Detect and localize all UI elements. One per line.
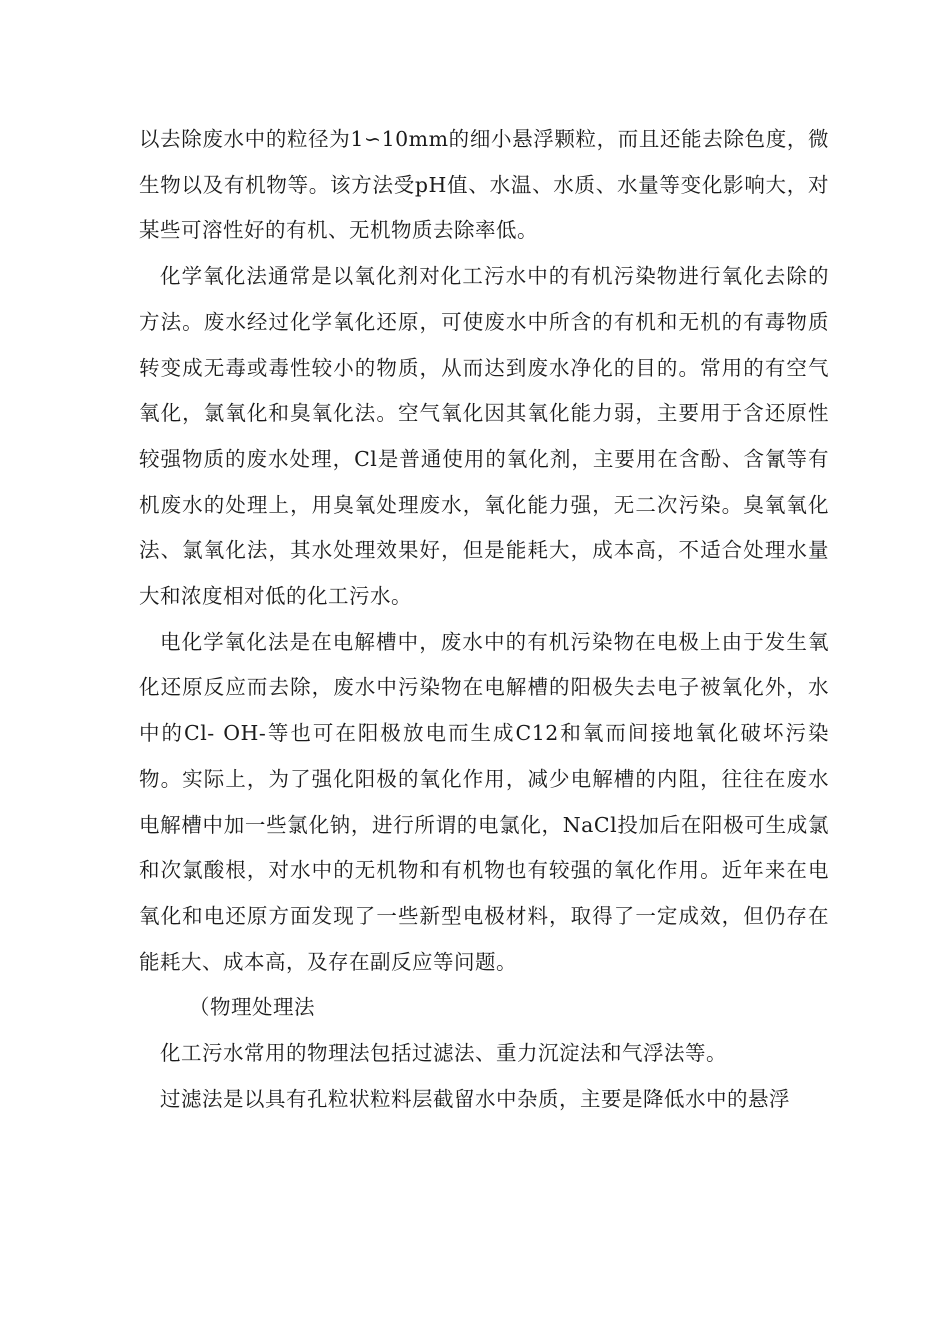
paragraph-suspended-particles: 以去除废水中的粒径为1∽10mm的细小悬浮颗粒，而且还能去除色度，微生物以及有机物等。该方法受pH值、水温、水质、水量等变化影响大，对某些可溶性好的有机、无机物质去除率低。 xyxy=(139,127,829,243)
paragraph-physical-methods: 化工污水常用的物理法包括过滤法、重力沉淀法和气浮法等。 xyxy=(160,1041,727,1066)
section-heading-physical-treatment: （物理处理法 xyxy=(189,995,315,1020)
document-body xyxy=(139,117,829,1122)
paragraph-electrochemical-oxidation: 电化学氧化法是在电解槽中，废水中的有机污染物在电极上由于发生氧化还原反应而去除，废水中污染物在电解槽的阳极失去电子被氧化外，水中的Cl- OH-等也可在阳极放电而生成C12和氧而间接地氧化破坏污染物。实际上，为了强化阳极的氧化作用，减少电解槽的内阻，往往在废水电解槽中加一些氯化钠，进行所谓的电氯化，NaCl投加后在阳极可生成氯和次氯酸根，对水中的无机物和有机物也有较强的氧化作用。近年来在电氧化和电还原方面发现了一些新型电极材料，取得了一定成效，但仍存在能耗大、成本高，及存在副反应等问题。 xyxy=(139,629,829,974)
paragraph-chemical-oxidation: 化学氧化法通常是以氧化剂对化工污水中的有机污染物进行氧化去除的方法。废水经过化学氧化还原，可使废水中所含的有机和无机的有毒物质转变成无毒或毒性较小的物质，从而达到废水净化的目的。常用的有空气氧化，氯氧化和臭氧化法。空气氧化因其氧化能力弱，主要用于含还原性较强物质的废水处理，Cl是普通使用的氧化剂，主要用在含酚、含氰等有机废水的处理上，用臭氧处理废水，氧化能力强，无二次污染。臭氧氧化法、氯氧化法，其水处理效果好，但是能耗大，成本高，不适合处理水量大和浓度相对低的化工污水。 xyxy=(139,264,829,609)
paragraph-filtration: 过滤法是以具有孔粒状粒料层截留水中杂质，主要是降低水中的悬浮 xyxy=(160,1086,790,1111)
